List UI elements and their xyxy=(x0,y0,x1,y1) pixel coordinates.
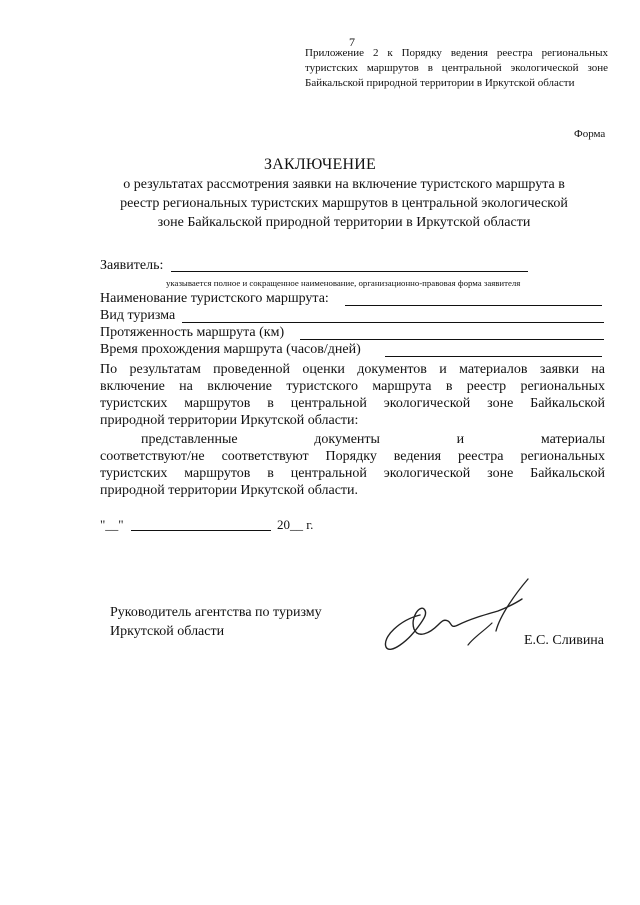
assessment-paragraph xyxy=(100,361,605,429)
appendix-line: Приложение 2 к Порядку ведения реестра региональных xyxy=(305,47,608,59)
route-duration-label: Время прохождения маршрута (часов/дней) xyxy=(100,342,361,357)
date-year: 20__ г. xyxy=(277,517,314,532)
page-number: 7 xyxy=(349,35,355,49)
tourism-type-line xyxy=(182,322,604,323)
paragraph-line: туристских маршрутов в центральной экологической зоне Байкальской xyxy=(100,396,605,411)
appendix-line: Байкальской природной территории в Иркутской области xyxy=(305,77,575,89)
document-title: ЗАКЛЮЧЕНИЕ xyxy=(264,156,376,173)
subtitle-line: реестр региональных туристских маршрутов в центральной экологической xyxy=(120,196,568,211)
form-label: Форма xyxy=(574,128,606,140)
appendix-line: туристских маршрутов в центральной экологической зоне xyxy=(305,62,608,74)
applicant-hint: указывается полное и сокращенное наименование, организационно-правовая форма заявителя xyxy=(166,278,521,288)
subtitle-line: о результатах рассмотрения заявки на включение туристского маршрута в xyxy=(123,177,565,192)
route-length-line xyxy=(300,339,604,340)
subtitle-line: зоне Байкальской природной территории в Иркутской области xyxy=(157,215,531,230)
applicant-field-line xyxy=(171,271,528,272)
date-month-line xyxy=(131,530,271,531)
document-subtitle xyxy=(94,175,594,232)
route-name-line xyxy=(345,305,602,306)
tourism-type-label: Вид туризма xyxy=(100,308,176,323)
signer-line: Иркутской области xyxy=(110,624,225,639)
paragraph-line: природной территории Иркутской области. xyxy=(100,483,359,498)
date-quote: "__" xyxy=(100,517,124,532)
paragraph-line: По результатам проведенной оценки документов и материалов заявки на xyxy=(100,362,605,377)
conclusion-paragraph xyxy=(100,431,605,499)
paragraph-line: природной территории Иркутской области: xyxy=(100,413,359,428)
handwritten-signature xyxy=(380,575,530,665)
appendix-reference xyxy=(305,46,608,91)
paragraph-line: соответствуют/не соответствуют Порядку ведения реестра региональных xyxy=(100,449,605,464)
applicant-label: Заявитель: xyxy=(100,258,164,273)
signer-position xyxy=(110,603,322,641)
paragraph-line: включение на включение туристского маршрута в реестр региональных xyxy=(100,379,605,394)
signer-line: Руководитель агентства по туризму xyxy=(110,605,322,620)
route-duration-line xyxy=(385,356,602,357)
paragraph-line: туристских маршрутов в центральной экологической зоне Байкальской xyxy=(100,466,605,481)
route-name-label: Наименование туристского маршрута: xyxy=(100,291,329,306)
paragraph-line: представленные документы и материалы xyxy=(141,432,605,447)
signer-name: Е.С. Сливина xyxy=(524,633,605,648)
route-length-label: Протяженность маршрута (км) xyxy=(100,325,285,340)
